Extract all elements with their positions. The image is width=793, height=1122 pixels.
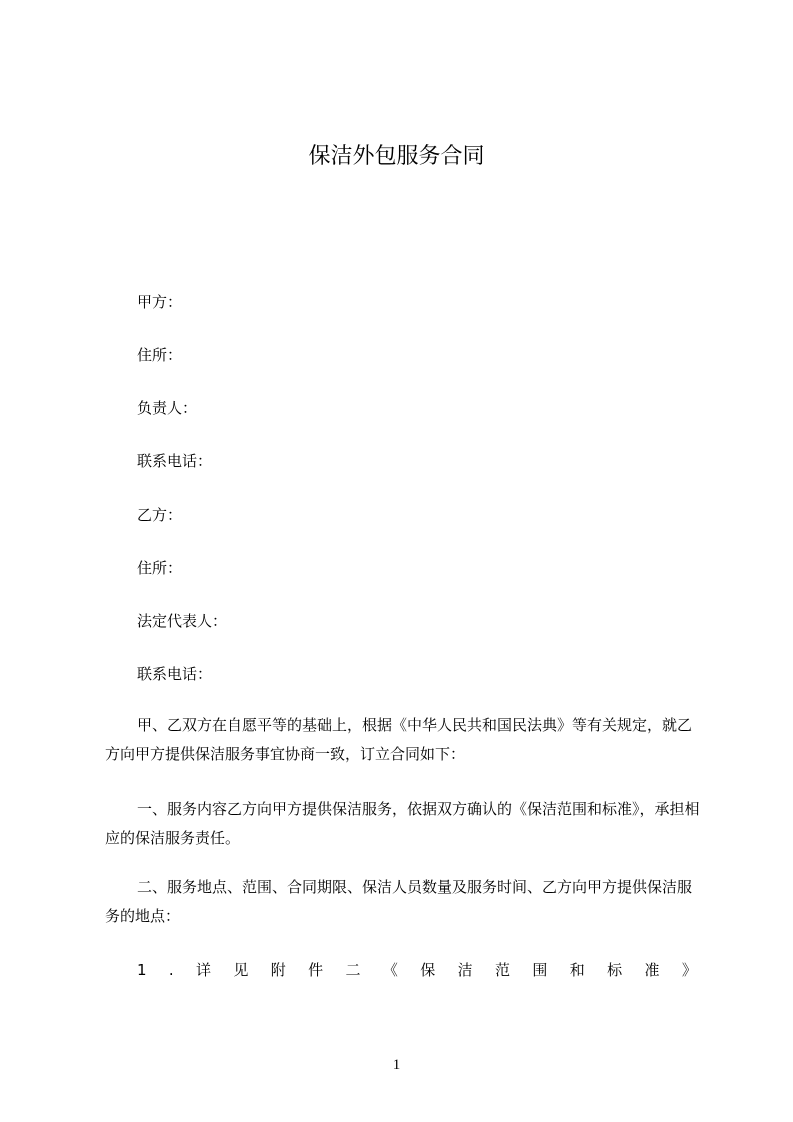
item-1-char: 围 xyxy=(532,961,548,979)
item-1-char: 《 xyxy=(382,961,398,979)
item-1-char: 准 xyxy=(644,961,660,979)
preamble-paragraph xyxy=(105,711,705,769)
clause-2-paragraph xyxy=(105,873,705,931)
item-1-char: . xyxy=(168,961,174,979)
page-number: 1 xyxy=(392,1057,401,1073)
item-1-char: 洁 xyxy=(457,961,473,979)
item-1-char: 1 xyxy=(137,961,147,979)
party-a-address-label: 住所： xyxy=(137,346,183,364)
item-1-char: 》 xyxy=(681,961,697,979)
party-a-phone-label: 联系电话： xyxy=(137,452,213,470)
party-a-contact-person-label: 负责人： xyxy=(137,399,198,417)
clause-1-text: 一、服务内容乙方向甲方提供保洁服务，依据双方确认的《保洁范围和标准》，承担相应的保洁服务责任。 xyxy=(105,800,700,847)
item-1-char: 详 xyxy=(196,961,212,979)
party-b-name-label: 乙方： xyxy=(137,506,183,524)
clause-1-paragraph xyxy=(105,795,705,853)
item-1-char: 见 xyxy=(233,961,249,979)
clause-2-text: 二、服务地点、范围、合同期限、保洁人员数量及服务时间、乙方向甲方提供保洁服务的地点： xyxy=(105,878,693,925)
party-b-address-label: 住所： xyxy=(137,559,183,577)
item-1-char: 附 xyxy=(270,961,286,979)
item-1-char: 保 xyxy=(420,961,436,979)
item-1-char: 范 xyxy=(495,961,511,979)
contract-title: 保洁外包服务合同 xyxy=(308,144,485,169)
item-1-char: 二 xyxy=(345,961,361,979)
item-1-char: 和 xyxy=(569,961,585,979)
item-1-char: 件 xyxy=(308,961,324,979)
preamble-text: 甲、乙双方在自愿平等的基础上，根据《中华人民共和国民法典》等有关规定，就乙方向甲方提供保洁服务事宜协商一致，订立合同如下： xyxy=(105,716,693,763)
item-1-char: 标 xyxy=(607,961,623,979)
party-a-name-label: 甲方： xyxy=(137,293,183,311)
party-b-legal-rep-label: 法定代表人： xyxy=(137,612,228,630)
party-b-phone-label: 联系电话： xyxy=(137,665,213,683)
item-1-line xyxy=(137,958,697,982)
